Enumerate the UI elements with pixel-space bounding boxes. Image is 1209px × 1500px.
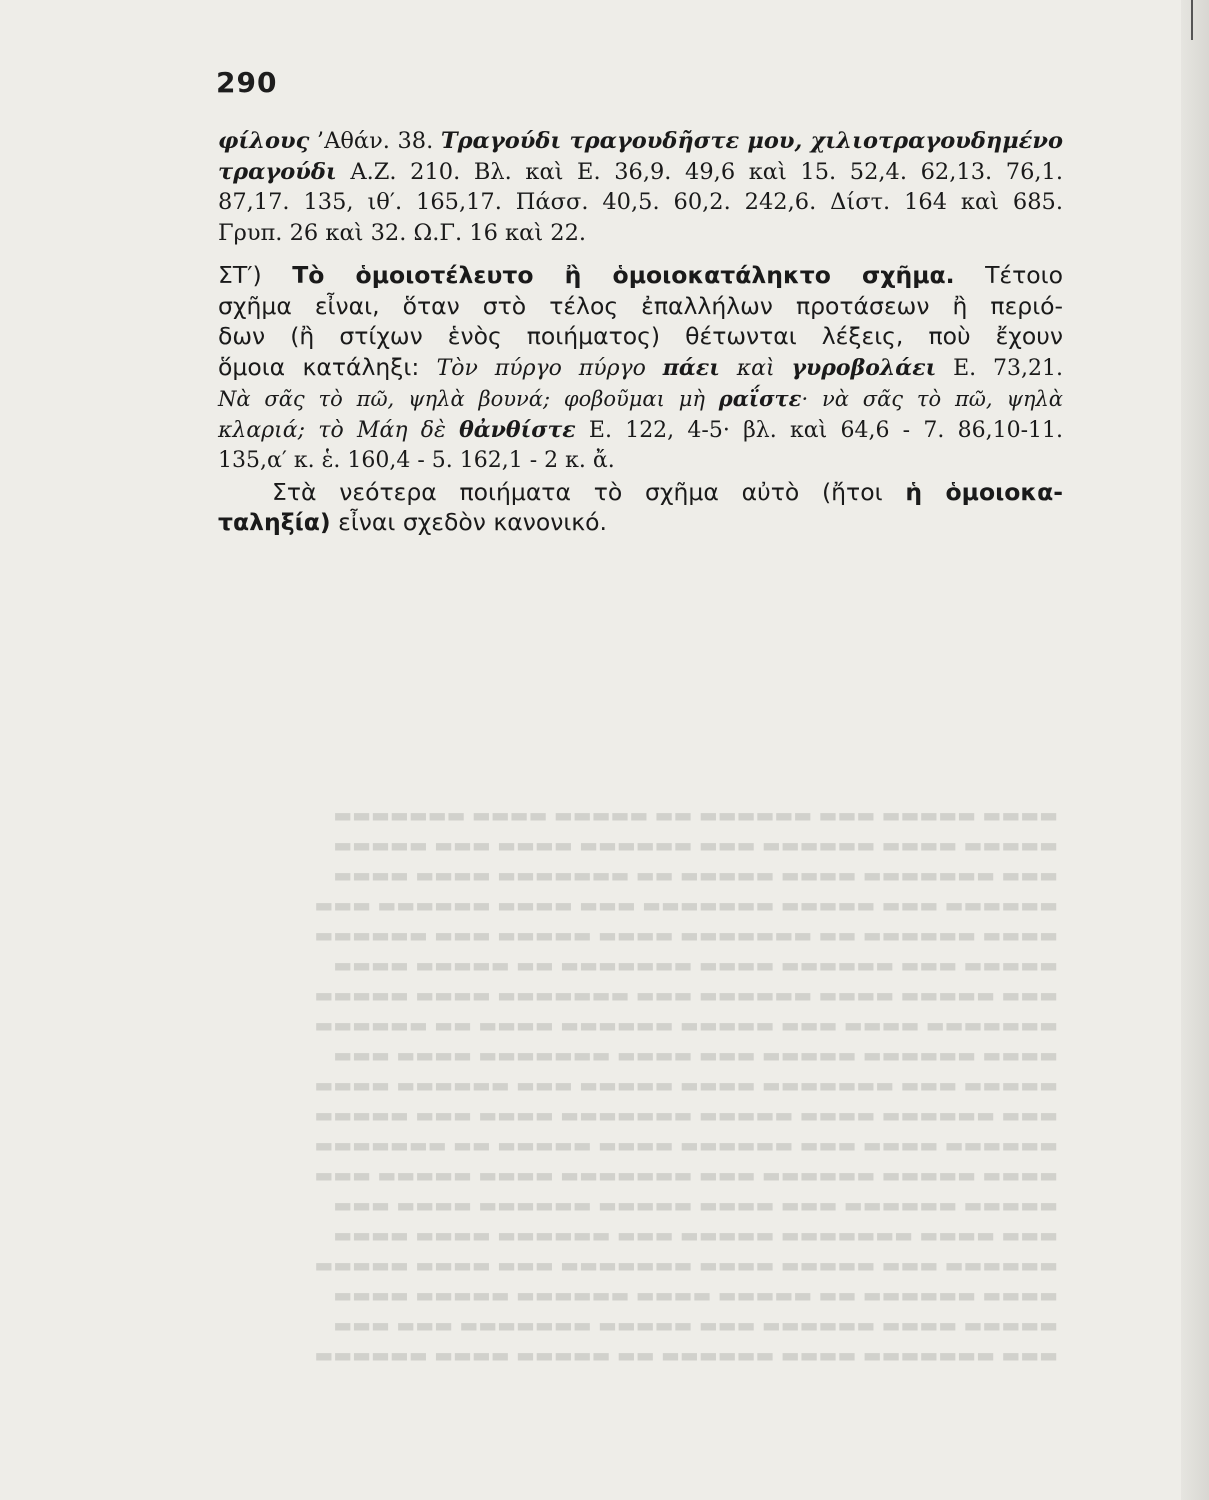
example-ending: πάει	[662, 354, 720, 381]
page-number: 290	[216, 66, 278, 99]
example-text: · νὰ σᾶς τὸ πῶ, ψηλὰ	[801, 387, 1063, 411]
example-ending: θἀνθίστε	[459, 416, 576, 443]
quote-word: φίλους	[218, 128, 310, 154]
text-line	[218, 126, 1063, 157]
page-edge-shadow	[1181, 0, 1209, 1500]
citation: Ε. 122, 4-5· βλ. καὶ 64,6 - 7. 86,10-11.	[575, 417, 1063, 443]
section-heading: Τὸ ὁμοιοτέλευτο ἢ ὁμοιοκατάληκτο σχῆμα.	[292, 261, 955, 289]
text-run: Στὰ νεότερα ποιήματα τὸ σχῆμα αὐτὸ (ἤτοι	[272, 477, 906, 506]
paragraph-modern-poems	[218, 477, 1063, 538]
text-line	[218, 260, 1063, 291]
example-text: καὶ	[719, 355, 792, 381]
example-ending: ραΐστε	[718, 386, 802, 411]
citation: Α.Ζ. 210. Βλ. καὶ Ε. 36,9. 49,6 καὶ 15. 52,4. 62,13. 76,1.	[336, 158, 1063, 185]
text-run: εἶναι σχεδὸν κανονικό.	[330, 508, 607, 536]
text-line: Γρυπ. 26 καὶ 32. Ω.Γ. 16 καὶ 22.	[218, 219, 587, 246]
text-line: δων (ἢ στίχων ἑνὸς ποιήματος) θέτωνται λέξεις, ποὺ ἔχουν	[218, 322, 1063, 350]
emphasis-term: ἡ ὁμοιοκα-	[905, 477, 1064, 506]
emphasis-term: ταληξία)	[218, 508, 331, 536]
text-line	[218, 352, 1063, 385]
paragraph-references	[218, 126, 1063, 248]
example-ending: γυροβολάει	[791, 354, 937, 381]
text-line	[218, 157, 1063, 188]
text-line	[218, 477, 1063, 508]
text-line: 87,17. 135, ιθ′. 165,17. Πάσσ. 40,5. 60,2. 242,6. Δίστ. 164 καὶ 685.	[218, 189, 1063, 215]
text-run: ὅμοια κατάληξι:	[218, 352, 437, 381]
page-edge-mark	[1191, 0, 1193, 40]
text-line: σχῆμα εἶναι, ὅταν στὸ τέλος ἐπαλλήλων προτάσεων ἢ περιό-	[218, 291, 1063, 320]
text-line	[218, 507, 1063, 538]
example-text: Τὸν πύργο πύργο	[436, 355, 663, 381]
section-marker: ΣΤ′)	[218, 261, 293, 289]
quote-word: τραγούδι	[218, 158, 337, 185]
example-text: Νὰ σᾶς τὸ πῶ, ψηλὰ βουνά; φοβοῦμαι μὴ	[218, 387, 719, 411]
example-text: κλαριά; τὸ Μάη δὲ	[218, 417, 460, 443]
body-text	[218, 126, 1063, 538]
text-line	[218, 384, 1063, 415]
paragraph-section-st	[218, 260, 1063, 477]
text-line: 135,α′ κ. ἑ. 160,4 - 5. 162,1 - 2 κ. ἄ.	[218, 448, 615, 473]
text-run: Τέτοιο	[954, 261, 1063, 289]
citation: ’Αθάν. 38.	[309, 128, 441, 154]
bleed-through-texture: ▬▬▬▬ ▬▬▬▬▬ ▬▬▬ ▬▬▬▬▬▬ ▬▬ ▬▬▬▬▬ ▬▬▬▬ ▬▬▬▬▬▬▬ ▬▬▬▬▬ ▬▬▬▬ ▬▬▬▬▬▬ ▬▬▬ ▬▬▬▬▬▬ ▬▬▬▬ ▬▬▬ ▬▬▬▬▬ ▬▬▬ ▬▬▬▬▬▬▬ ▬▬▬▬ ▬▬▬▬▬ ▬▬ ▬▬▬▬▬▬▬ ▬▬▬▬ ▬▬▬▬ ▬▬▬▬▬▬ ▬▬▬ ▬▬▬▬▬ ▬▬▬▬▬▬▬ ▬▬▬ ▬▬▬▬ ▬▬▬▬▬▬ ▬▬▬ ▬▬▬▬ ▬▬▬▬▬▬ ▬▬ ▬▬▬▬▬▬▬ ▬▬▬▬ ▬▬▬▬▬ ▬▬▬ ▬▬▬▬▬▬ ▬▬▬▬▬ ▬▬▬ ▬▬▬▬▬▬ ▬▬▬▬ ▬▬▬▬▬▬▬ ▬▬ ▬▬▬▬▬ ▬▬▬▬ ▬▬▬ ▬▬▬▬▬ ▬▬▬▬ ▬▬▬▬▬▬ ▬▬▬ ▬▬▬▬▬▬▬ ▬▬▬▬ ▬▬▬▬▬ ▬▬▬▬▬▬▬ ▬▬▬▬ ▬▬▬ ▬▬▬▬▬ ▬▬▬▬▬▬ ▬▬▬▬ ▬▬ ▬▬▬▬▬▬ ▬▬▬▬ ▬▬▬▬▬▬ ▬▬▬▬▬ ▬▬▬ ▬▬▬▬ ▬▬▬▬▬▬▬ ▬▬▬▬ ▬▬▬ ▬▬▬▬▬ ▬▬▬ ▬▬▬▬▬▬▬ ▬▬▬▬ ▬▬▬▬▬ ▬▬▬ ▬▬▬▬▬▬ ▬▬▬▬ ▬▬▬ ▬▬▬▬▬▬ ▬▬▬▬ ▬▬▬▬▬ ▬▬▬▬▬▬▬ ▬▬▬▬ ▬▬▬ ▬▬▬▬▬ ▬▬▬▬▬▬ ▬▬▬▬ ▬▬▬ ▬▬▬▬▬▬ ▬▬▬▬ ▬▬▬▬▬ ▬▬ ▬▬▬▬▬▬▬ ▬▬▬▬ ▬▬▬▬▬ ▬▬▬▬▬▬ ▬▬▬ ▬▬▬▬▬▬▬ ▬▬▬▬ ▬▬▬▬▬ ▬▬▬ ▬▬▬▬▬ ▬▬▬▬▬▬ ▬▬▬ ▬▬▬▬ ▬▬▬▬▬ ▬▬▬▬▬▬ ▬▬▬▬ ▬▬▬ ▬▬▬ ▬▬▬▬ ▬▬▬▬▬▬▬ ▬▬▬▬▬ ▬▬▬ ▬▬▬▬▬▬ ▬▬▬▬ ▬▬▬▬ ▬▬▬▬▬▬ ▬▬▬ ▬▬▬▬▬ ▬▬▬▬ ▬▬▬▬▬▬▬ ▬▬▬ ▬▬▬▬ ▬▬▬▬▬ ▬▬▬▬ ▬▬▬▬▬▬ ▬▬ ▬▬▬▬▬ ▬▬▬▬ ▬▬▬▬▬▬ ▬▬▬▬▬ ▬▬▬▬ ▬▬▬▬▬ ▬▬▬▬ ▬▬▬▬▬▬ ▬▬▬ ▬▬▬▬▬ ▬▬▬▬▬▬▬ ▬▬▬ ▬▬▬ ▬▬▬ ▬▬▬▬▬▬▬ ▬▬▬▬ ▬▬▬▬▬▬ ▬▬ ▬▬▬▬▬ ▬▬▬▬ ▬▬▬▬▬▬	[314, 803, 1058, 1367]
citation: Ε. 73,21.	[936, 355, 1064, 381]
text-line	[218, 415, 1063, 447]
quote-example: Τραγούδι τραγουδῆστε μου, χιλιοτραγουδημένο	[440, 128, 1063, 154]
